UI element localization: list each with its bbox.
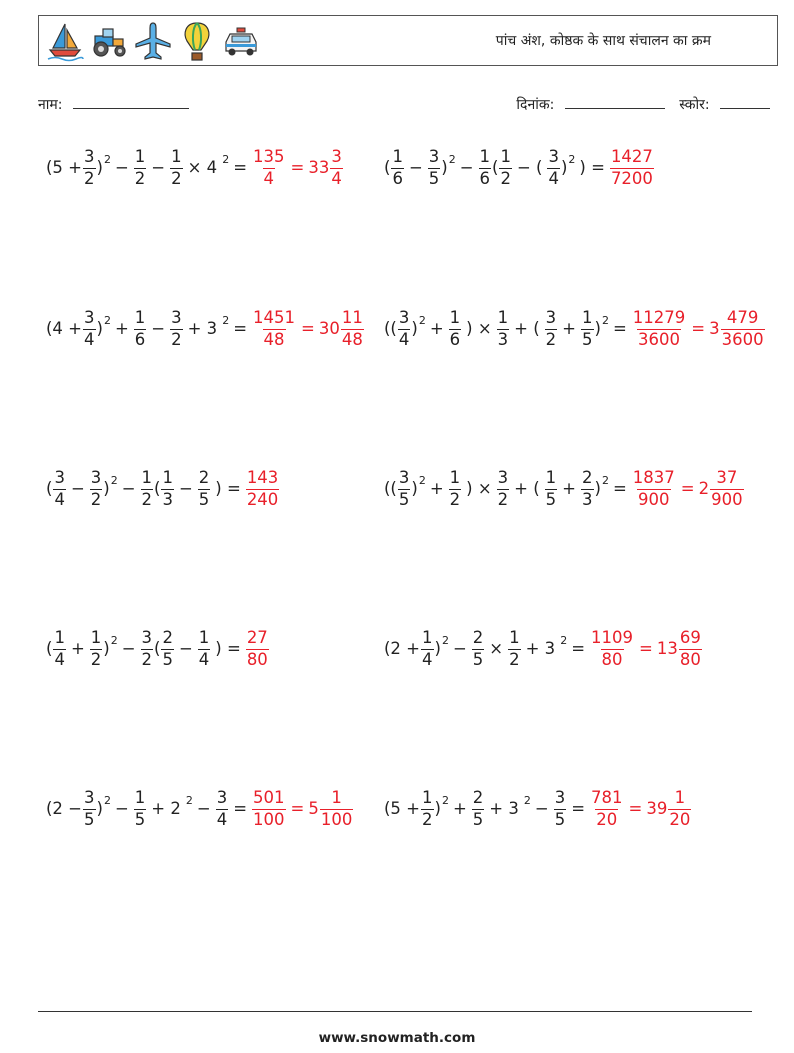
name-label: नाम:	[38, 97, 63, 113]
problem-4: (( $\frac{3}{4}$ ) 2 + $\frac{1}{6}$ ) × $\frac{1}{3}$ + ( $\frac{3}{2}$ + $\frac{1}{5}$ ) 2 = $\frac{11279}{3600}$ = 3 $\frac{479}{3600}$	[384, 308, 764, 349]
score-blank[interactable]	[720, 96, 770, 109]
problem-2: ( $\frac{1}{6}$ − $\frac{3}{5}$ ) 2 − $\frac{1}{6}$ ( $\frac{1}{2}$ − ( $\frac{3}{4}$ ) 2 ) = $\frac{1427}{7200}$	[384, 147, 653, 188]
answer: $\frac{1427}{7200}$	[610, 147, 653, 188]
problem-3: (4 + $\frac{3}{4}$ ) 2 + $\frac{1}{6}$ − $\frac{3}{2}$ + 3 2 = $\frac{1451}{48}$ = 30 $\frac{11}{48}$	[46, 308, 363, 349]
problem-9: (2 − $\frac{3}{5}$ ) 2 − $\frac{1}{5}$ + 2 2 − $\frac{3}{4}$ = $\frac{501}{100}$ = 5 $\frac{1}{100}$	[46, 788, 353, 829]
problem-5: ( $\frac{3}{4}$ − $\frac{3}{2}$ ) 2 − $\frac{1}{2}$ ( $\frac{1}{3}$ − $\frac{2}{5}$ ) = $\frac{143}{240}$	[46, 468, 279, 509]
answer: $\frac{501}{100}$	[253, 788, 285, 829]
answer-mixed: 39 $\frac{1}{20}$	[646, 788, 691, 829]
fraction: $\frac{3}{2}$	[84, 147, 95, 188]
problem-6: (( $\frac{3}{5}$ ) 2 + $\frac{1}{2}$ ) × $\frac{3}{2}$ + ( $\frac{1}{5}$ + $\frac{2}{3}$ ) 2 = $\frac{1837}{900}$ = 2 $\frac{37}{900}$	[384, 468, 743, 509]
header-box	[38, 15, 778, 66]
answer: $\frac{27}{80}$	[246, 628, 268, 669]
answer: $\frac{11279}{3600}$	[632, 308, 686, 349]
answer-mixed: 2 $\frac{37}{900}$	[698, 468, 743, 509]
answer: $\frac{143}{240}$	[246, 468, 279, 509]
problem-7: ( $\frac{1}{4}$ + $\frac{1}{2}$ ) 2 − $\frac{3}{2}$ ( $\frac{2}{5}$ − $\frac{1}{4}$ ) = $\frac{27}{80}$	[46, 628, 268, 669]
header-icons	[45, 20, 261, 62]
worksheet-title: पांच अंश, कोष्ठक के साथ संचालन का क्रम	[495, 33, 711, 49]
tractor-icon	[89, 20, 129, 62]
answer-mixed: 33 $\frac{3}{4}$	[308, 147, 342, 188]
answer: $\frac{135}{4}$	[253, 147, 285, 188]
answer: $\frac{1109}{80}$	[591, 628, 634, 669]
date-score-field	[516, 95, 770, 114]
footer-divider	[38, 1011, 752, 1012]
problem-1: (5 + $\frac{3}{2}$ ) 2 − $\frac{1}{2}$ − $\frac{1}{2}$ × 4 2 = $\frac{135}{4}$ = 33 $\frac{3}{4}$	[46, 147, 342, 188]
name-field	[38, 95, 189, 114]
police-car-icon	[221, 20, 261, 62]
date-label: दिनांक:	[516, 97, 555, 113]
date-blank[interactable]	[565, 96, 665, 109]
answer-mixed: 13 $\frac{69}{80}$	[656, 628, 701, 669]
airplane-icon	[133, 20, 173, 62]
footer-site: www.snowmath.com	[318, 1030, 476, 1046]
score-label: स्कोर:	[679, 97, 710, 113]
answer-mixed: 30 $\frac{11}{48}$	[318, 308, 363, 349]
answer: $\frac{1451}{48}$	[253, 308, 296, 349]
answer: $\frac{1837}{900}$	[632, 468, 675, 509]
answer: $\frac{781}{20}$	[591, 788, 623, 829]
problem-8: (2 + $\frac{1}{4}$ ) 2 − $\frac{2}{5}$ × $\frac{1}{2}$ + 3 2 = $\frac{1109}{80}$ = 13 $\frac{69}{80}$	[384, 628, 701, 669]
name-blank[interactable]	[73, 96, 189, 109]
sailboat-icon	[45, 20, 85, 62]
hot-air-balloon-icon	[177, 20, 217, 62]
problem-10: (5 + $\frac{1}{2}$ ) 2 + $\frac{2}{5}$ + 3 2 − $\frac{3}{5}$ = $\frac{781}{20}$ = 39 $\frac{1}{20}$	[384, 788, 691, 829]
answer-mixed: 3 $\frac{479}{3600}$	[709, 308, 764, 349]
answer-mixed: 5 $\frac{1}{100}$	[308, 788, 353, 829]
